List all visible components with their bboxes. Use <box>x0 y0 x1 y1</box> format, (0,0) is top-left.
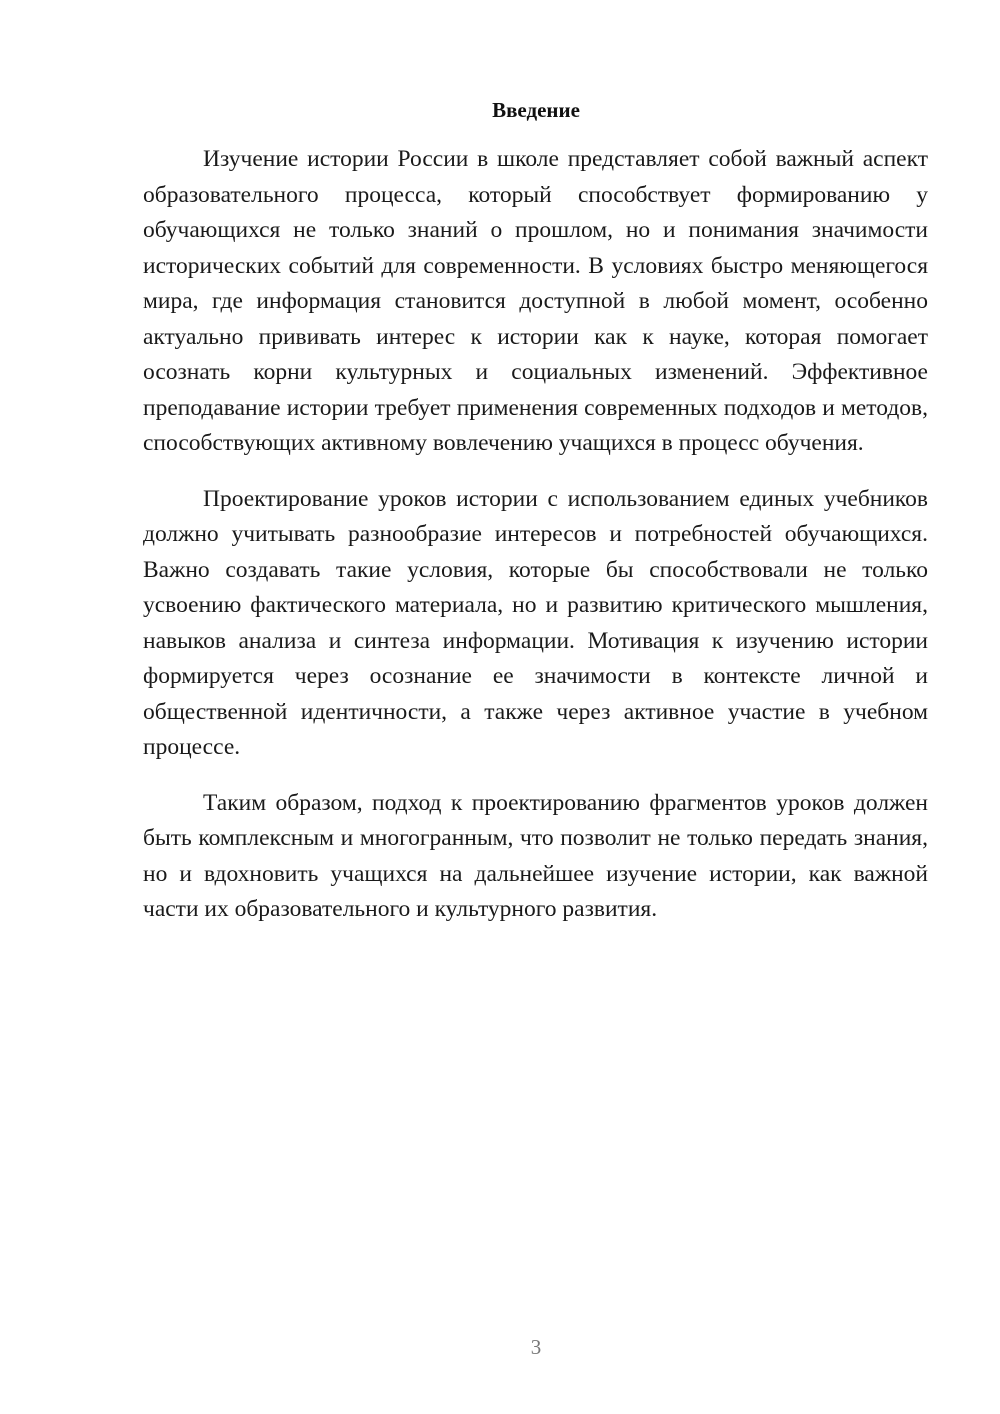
paragraph-3: Таким образом, подход к проектированию фрагментов уроков должен быть комплексным и многогранным, что позволит не только передать знания, но и вдохновить учащихся на дальнейшее изучение истории, как важной части их образовательного и культурного развития. <box>143 789 928 922</box>
section-title: Введение <box>492 98 580 122</box>
document-body <box>143 142 928 948</box>
paragraph-1: Изучение истории России в школе представляет собой важный аспект образовательного процесса, который способствует формированию у обучающихся не только знаний о прошлом, но и понимания значимости исторических событий для современности. В условиях быстро меняющегося мира, где информация становится доступной в любой момент, особенно актуально прививать интерес к истории как к науке, которая помогает осознать корни культурных и социальных изменений. Эффективное преподавание истории требует применения современных подходов и методов, способствующих активному вовлечению учащихся в процесс обучения. <box>143 146 928 456</box>
paragraph-2: Проектирование уроков истории с использованием единых учебников должно учитывать разнообразие интересов и потребностей обучающихся. Важно создавать такие условия, которые бы способствовали не только усвоению фактического материала, но и развитию критического мышления, навыков анализа и синтеза информации. Мотивация к изучению истории формируется через осознание ее значимости в контексте личной и общественной идентичности, а также через активное участие в учебном процессе. <box>143 485 928 760</box>
page-number: 3 <box>530 1335 542 1359</box>
